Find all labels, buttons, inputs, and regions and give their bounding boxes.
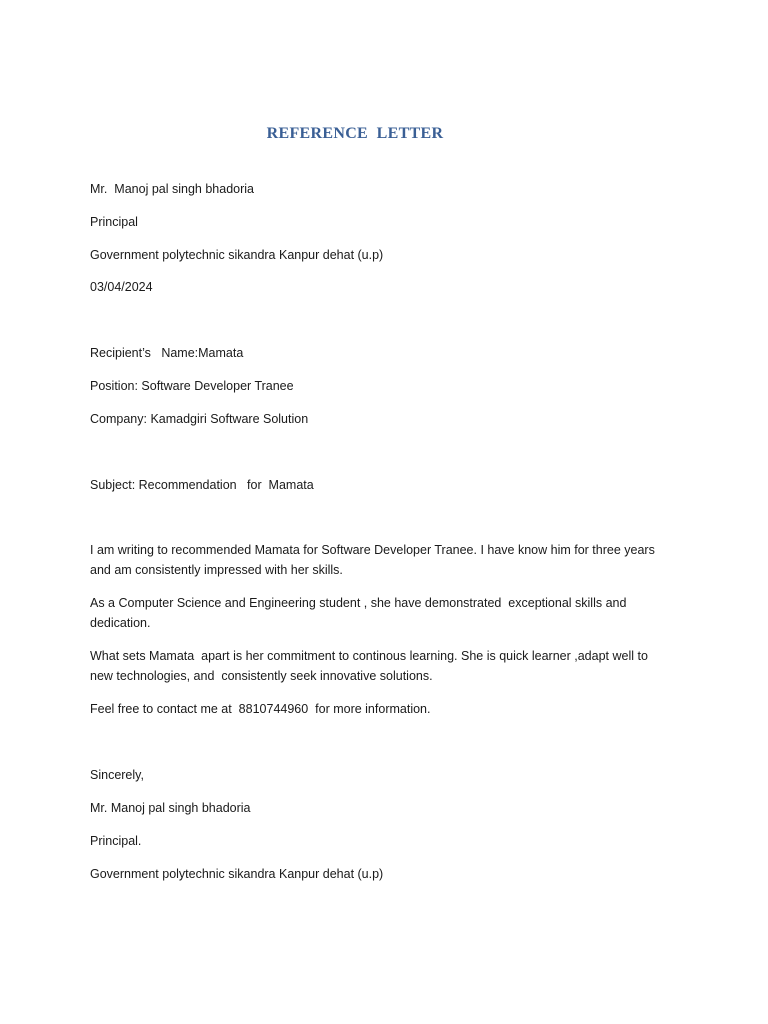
recipient-company: Company: Kamadgiri Software Solution: [90, 412, 309, 426]
letter-date: 03/04/2024: [90, 280, 153, 294]
signatory-institution: Government polytechnic sikandra Kanpur dehat (u.p): [90, 867, 384, 881]
recipient-name: Recipient’s Name:Mamata: [90, 346, 244, 360]
body-paragraph-4: Feel free to contact me at 8810744960 for more information.: [90, 702, 431, 716]
body-line: new technologies, and consistently seek innovative solutions.: [90, 669, 433, 683]
signatory-position: Principal.: [90, 834, 142, 848]
closing-salutation: Sincerely,: [90, 768, 144, 782]
body-line: As a Computer Science and Engineering student , she have demonstrated exceptional skills and: [90, 596, 627, 610]
sender-name: Mr. Manoj pal singh bhadoria: [90, 182, 254, 196]
letter-subject: Subject: Recommendation for Mamata: [90, 478, 314, 492]
body-line: I am writing to recommended Mamata for Software Developer Tranee. I have know him for three years: [90, 543, 655, 557]
body-line: dedication.: [90, 616, 151, 630]
sender-position: Principal: [90, 215, 138, 229]
body-line: What sets Mamata apart is her commitment to continous learning. She is quick learner ,adapt well to: [90, 649, 648, 663]
signatory-name: Mr. Manoj pal singh bhadoria: [90, 801, 251, 815]
sender-institution: Government polytechnic sikandra Kanpur dehat (u.p): [90, 248, 384, 262]
recipient-position: Position: Software Developer Tranee: [90, 379, 294, 393]
body-line: and am consistently impressed with her skills.: [90, 563, 343, 577]
letter-title: REFERENCE LETTER: [266, 125, 444, 142]
